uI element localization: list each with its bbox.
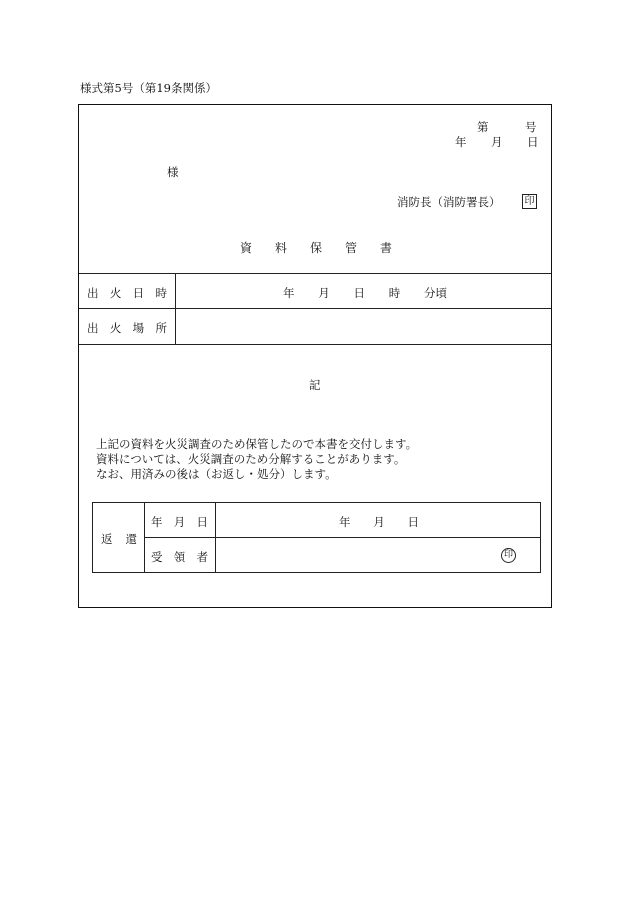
ki-mark: 記	[309, 378, 321, 392]
receiver-field[interactable]	[219, 541, 499, 569]
label-char: 時	[155, 286, 167, 300]
row-divider	[144, 537, 540, 538]
document-title	[240, 239, 392, 256]
body-line: なお、用済みの後は（お返し・処分）します。	[96, 467, 337, 481]
issuer-name: 消防長（消防署長）	[397, 195, 501, 209]
number-suffix: 号	[525, 120, 537, 134]
fire-place-label	[87, 320, 167, 336]
date-year: 年	[455, 135, 467, 149]
label-char: 火	[109, 286, 122, 300]
label-char: 受	[151, 550, 163, 564]
label-char: 日	[132, 286, 145, 300]
return-date-day: 日	[407, 515, 419, 529]
divider-line	[79, 308, 551, 309]
label-char: 出	[87, 286, 99, 300]
fire-date-value[interactable]	[283, 285, 447, 301]
label-char: 場	[132, 321, 145, 335]
return-date-label	[151, 514, 208, 530]
fire-date-year: 年	[283, 286, 295, 300]
body-text	[96, 437, 417, 482]
label-char: 火	[109, 321, 122, 335]
receiver-seal-mark: 印	[501, 548, 516, 563]
date-day: 日	[527, 135, 539, 149]
label-char: 者	[196, 550, 208, 564]
title-char: 資	[240, 241, 253, 255]
fire-date-minute: 分頃	[424, 286, 447, 300]
body-line: 資料については、火災調査のため分解することがあります。	[96, 452, 406, 466]
title-char: 書	[379, 241, 392, 255]
label-char: 年	[151, 515, 163, 529]
label-char: 所	[155, 321, 167, 335]
title-char: 料	[274, 241, 287, 255]
form-id-label: 様式第5号（第19条関係）	[80, 81, 217, 95]
label-char: 返	[101, 532, 113, 546]
return-date-value[interactable]	[339, 514, 419, 530]
fire-date-hour: 時	[388, 286, 401, 300]
recipient-honorific: 様	[167, 165, 179, 179]
fire-date-month: 月	[318, 286, 330, 300]
fire-date-day: 日	[353, 286, 365, 300]
divider-line	[79, 273, 551, 274]
label-char: 出	[87, 321, 99, 335]
return-date-month: 月	[373, 515, 385, 529]
document-frame	[78, 104, 552, 608]
column-divider	[175, 273, 176, 344]
issuer-seal-mark: 印	[522, 194, 537, 209]
number-prefix: 第	[477, 120, 489, 134]
fire-date-label	[87, 285, 167, 301]
label-char: 還	[125, 532, 137, 546]
label-char: 日	[196, 515, 208, 529]
receiver-label	[151, 549, 208, 565]
title-char: 管	[344, 241, 357, 255]
date-month: 月	[491, 135, 503, 149]
return-label	[101, 531, 137, 547]
label-char: 領	[173, 550, 186, 564]
return-date-year: 年	[339, 515, 351, 529]
body-line: 上記の資料を火災調査のため保管したので本書を交付します。	[96, 437, 418, 451]
title-char: 保	[309, 241, 322, 255]
fire-place-field[interactable]	[179, 311, 547, 341]
return-table	[92, 502, 541, 573]
label-char: 月	[173, 515, 186, 529]
divider-line	[79, 344, 551, 345]
